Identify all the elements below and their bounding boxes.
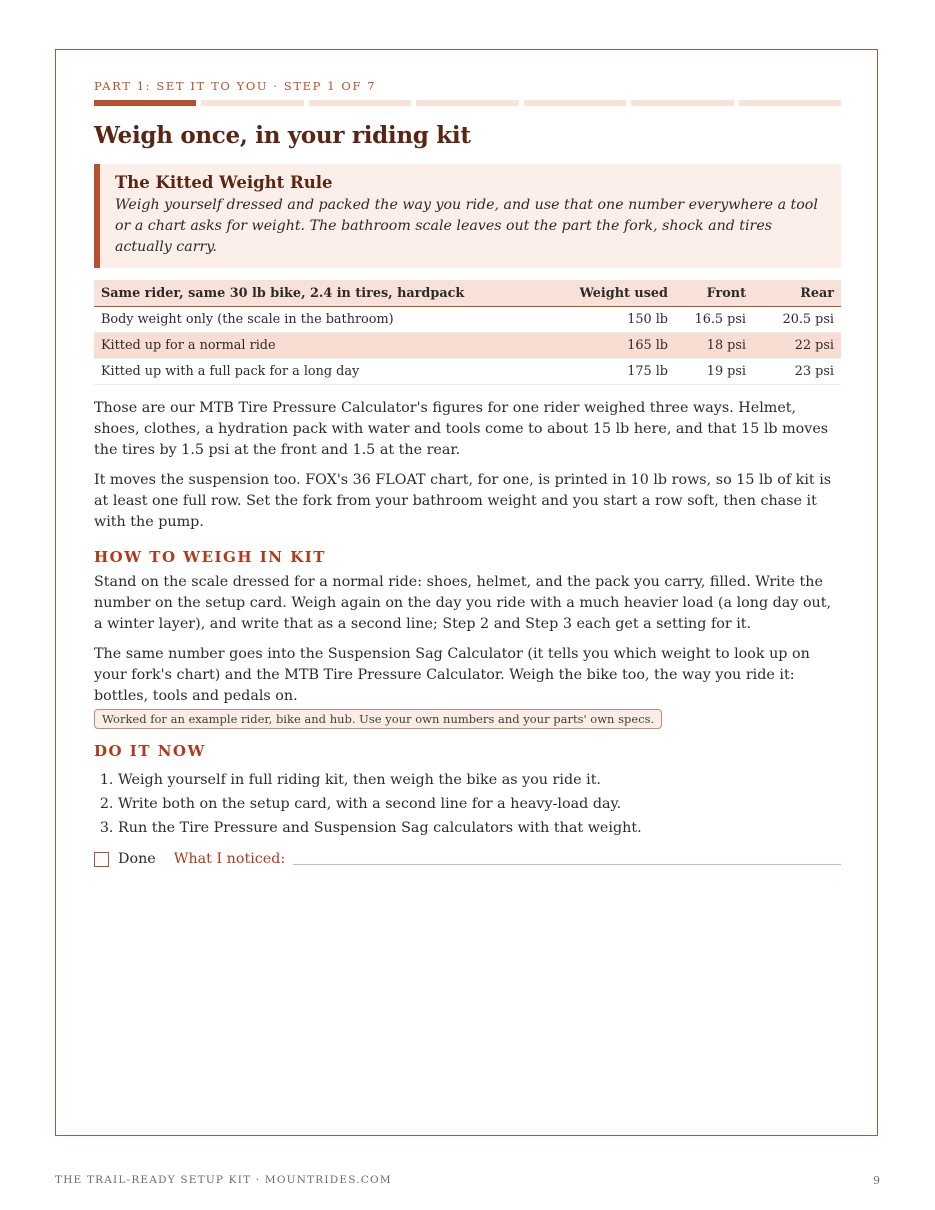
list-item: 2. Write both on the setup card, with a second line for a heavy-load day.	[118, 792, 841, 816]
progress-segment-1	[94, 100, 196, 106]
progress-segment-7	[739, 100, 841, 106]
table-row	[94, 359, 841, 385]
page-content	[94, 78, 841, 870]
done-checkbox[interactable]	[94, 852, 109, 867]
progress-segment-6	[631, 100, 733, 106]
rule-title: The Kitted Weight Rule	[115, 173, 333, 192]
step-progress-bar	[94, 100, 841, 106]
progress-segment-4	[416, 100, 518, 106]
rule-callout	[94, 164, 841, 268]
table-header-scenario: Same rider, same 30 lb bike, 2.4 in tires, hardpack	[94, 280, 561, 307]
row-weight: 165 lb	[561, 333, 675, 359]
done-label: Done	[118, 851, 156, 867]
row-rear: 22 psi	[753, 333, 841, 359]
row-rear: 23 psi	[753, 359, 841, 385]
step-eyebrow: PART 1: SET IT TO YOU · STEP 1 OF 7	[94, 79, 377, 93]
row-label: Kitted up with a full pack for a long day	[94, 359, 561, 385]
row-front: 19 psi	[675, 359, 753, 385]
paragraph-suspension: It moves the suspension too. FOX's 36 FLOAT chart, for one, is printed in 10 lb rows, so 15 lb of kit is at least one full row. Set the fork from your bathroom weight and you start a row soft, then chase it with the pump.	[94, 472, 832, 530]
example-disclaimer-note: Worked for an example rider, bike and hub. Use your own numbers and your parts' own specs.	[94, 709, 662, 729]
footer-title: THE TRAIL-READY SETUP KIT · MOUNTRIDES.COM	[55, 1174, 392, 1186]
row-label: Kitted up for a normal ride	[94, 333, 561, 359]
completion-row	[94, 848, 841, 870]
table-header-weight: Weight used	[561, 280, 675, 307]
paragraph-how-to-1: Stand on the scale dressed for a normal ride: shoes, helmet, and the pack you carry, filled. Write the number on the setup card. Weigh again on the day you ride with a much heavier load (a long day out, a winter layer), and write that as a second line; Step 2 and Step 3 each get a setting for it.	[94, 574, 832, 632]
paragraph-calculator-figures: Those are our MTB Tire Pressure Calculator's figures for one rider weighed three ways. Helmet, shoes, clothes, a hydration pack with water and tools come to about 15 lb here, and that 15 lb moves the tires by 1.5 psi at the front and 1.5 at the rear.	[94, 400, 829, 458]
row-weight: 175 lb	[561, 359, 675, 385]
table-row	[94, 307, 841, 333]
pressure-table	[94, 280, 841, 385]
row-front: 18 psi	[675, 333, 753, 359]
row-front: 16.5 psi	[675, 307, 753, 333]
section-heading-do-it-now: DO IT NOW	[94, 742, 206, 760]
list-item: 1. Weigh yourself in full riding kit, then weigh the bike as you ride it.	[118, 768, 841, 792]
progress-segment-2	[201, 100, 303, 106]
row-weight: 150 lb	[561, 307, 675, 333]
paragraph-how-to-2: The same number goes into the Suspension Sag Calculator (it tells you which weight to look up on your fork's chart) and the MTB Tire Pressure Calculator. Weigh the bike too, the way you ride it: bottles, tools and pedals on.	[94, 646, 810, 704]
action-steps-list	[94, 768, 841, 840]
list-item: 3. Run the Tire Pressure and Suspension Sag calculators with that weight.	[118, 816, 841, 840]
row-rear: 20.5 psi	[753, 307, 841, 333]
rule-body: Weigh yourself dressed and packed the way you ride, and use that one number everywhere a tool or a chart asks for weight. The bathroom scale leaves out the part the fork, shock and tires actually carry.	[115, 197, 818, 255]
noticed-input-line[interactable]	[293, 848, 841, 865]
table-header-front: Front	[675, 280, 753, 307]
table-row-highlighted	[94, 333, 841, 359]
table-header-row	[94, 280, 841, 307]
page-number: 9	[873, 1174, 880, 1187]
noticed-label: What I noticed:	[173, 851, 286, 867]
page-title: Weigh once, in your riding kit	[94, 122, 471, 149]
row-label: Body weight only (the scale in the bathroom)	[94, 307, 561, 333]
progress-segment-3	[309, 100, 411, 106]
table-header-rear: Rear	[753, 280, 841, 307]
progress-segment-5	[524, 100, 626, 106]
section-heading-how-to: HOW TO WEIGH IN KIT	[94, 548, 326, 566]
